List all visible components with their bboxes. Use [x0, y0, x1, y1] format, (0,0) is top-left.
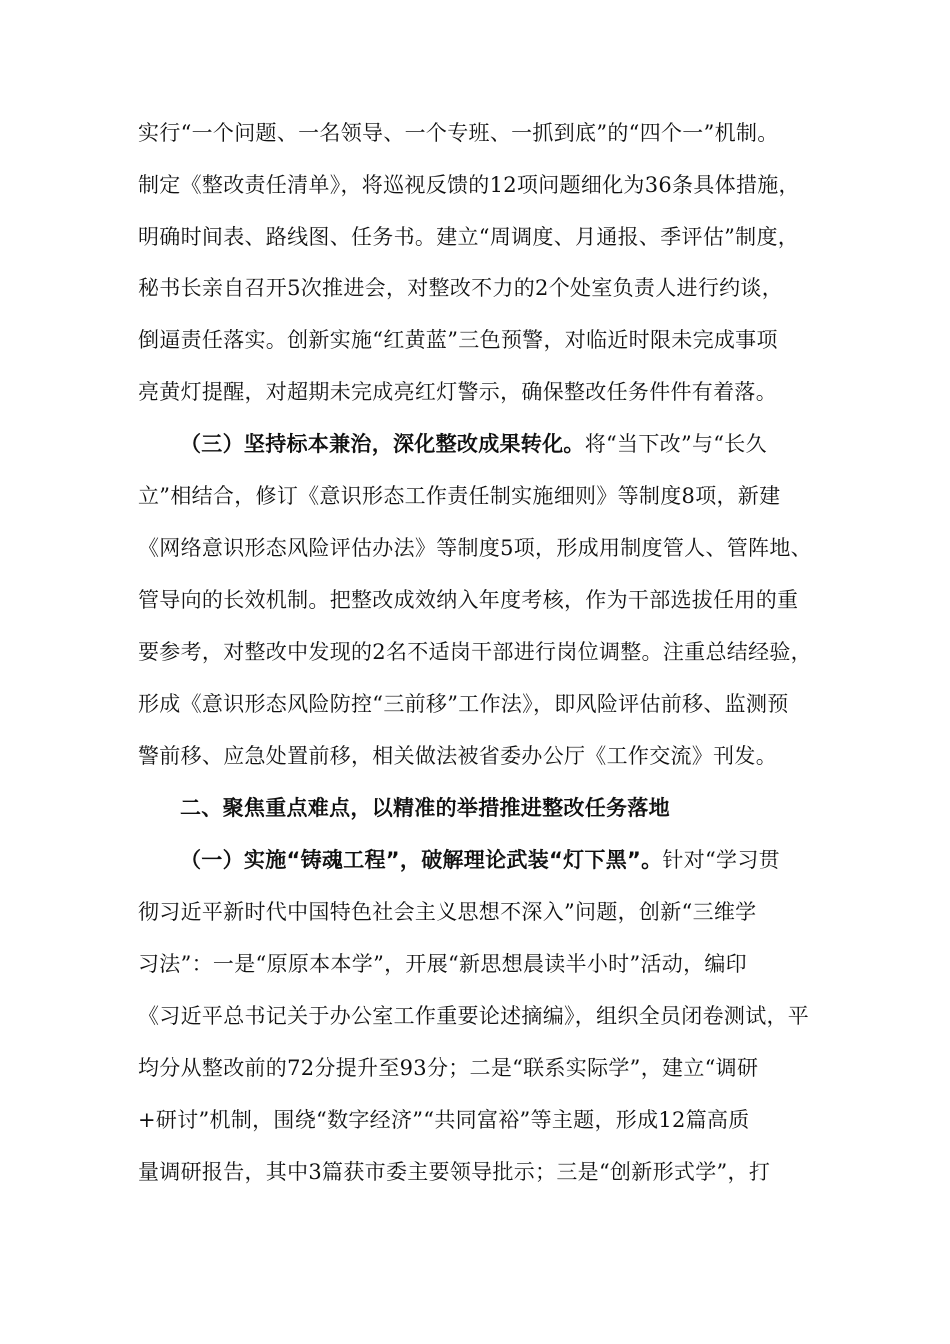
- text-line: 彻习近平新时代中国特色社会主义思想不深入”问题，创新“三维学: [138, 900, 757, 924]
- text-line: 管导向的长效机制。把整改成效纳入年度考核，作为干部选拔任用的重: [138, 588, 799, 612]
- text-run: 将“当下改”与“长久: [584, 432, 767, 456]
- paragraph-first-line: [180, 424, 828, 464]
- paragraph-first-line: [180, 840, 828, 880]
- text-line: 警前移、应急处置前移，相关做法被省委办公厅《工作交流》刊发。: [138, 744, 777, 768]
- text-line: 实行“一个问题、一名领导、一个专班、一抓到底”的“四个一”机制。: [138, 121, 779, 145]
- text-line: 习法”：一是“原原本本学”，开展“新思想晨读半小时”活动，编印: [138, 952, 747, 976]
- text-line: 《习近平总书记关于办公室工作重要论述摘编》，组织全员闭卷测试，平: [138, 1004, 810, 1028]
- text-line: 倒逼责任落实。创新实施“红黄蓝”三色预警，对临近时限未完成事项: [138, 328, 778, 352]
- text-line: 《网络意识形态风险评估办法》等制度5项，形成用制度管人、管阵地、: [138, 536, 812, 560]
- text-line: 要参考，对整改中发现的2名不适岗干部进行岗位调整。注重总结经验，: [138, 640, 812, 664]
- text-line: +研讨”机制，围绕“数字经济”“共同富裕”等主题，形成12篇高质: [138, 1108, 750, 1132]
- section-heading: 二、聚焦重点难点，以精准的举措推进整改任务落地: [180, 796, 670, 820]
- text-line: 亮黄灯提醒，对超期未完成亮红灯警示，确保整改任务件件有着落。: [138, 380, 777, 404]
- text-line: 明确时间表、路线图、任务书。建立“周调度、月通报、季评估”制度，: [138, 225, 800, 249]
- subsection-heading: （一）实施“铸魂工程”，破解理论武装“灯下黑”。: [180, 848, 663, 872]
- text-line: 均分从整改前的72分提升至93分；二是“联系实际学”，建立“调研: [138, 1056, 759, 1080]
- text-line: 秘书长亲自召开5次推进会，对整改不力的2个处室负责人进行约谈，: [138, 276, 784, 300]
- text-run: 针对“学习贯: [662, 848, 780, 872]
- text-line: 制定《整改责任清单》，将巡视反馈的12项问题细化为36条具体措施，: [138, 173, 800, 197]
- text-line: 量调研报告，其中3篇获市委主要领导批示；三是“创新形式学”，打: [138, 1160, 771, 1184]
- text-line: 形成《意识形态风险防控“三前移”工作法》，即风险评估前移、监测预: [138, 692, 789, 716]
- text-line: 立”相结合，修订《意识形态工作责任制实施细则》等制度8项，新建: [138, 484, 781, 508]
- subsection-heading: （三）坚持标本兼治，深化整改成果转化。: [180, 432, 585, 456]
